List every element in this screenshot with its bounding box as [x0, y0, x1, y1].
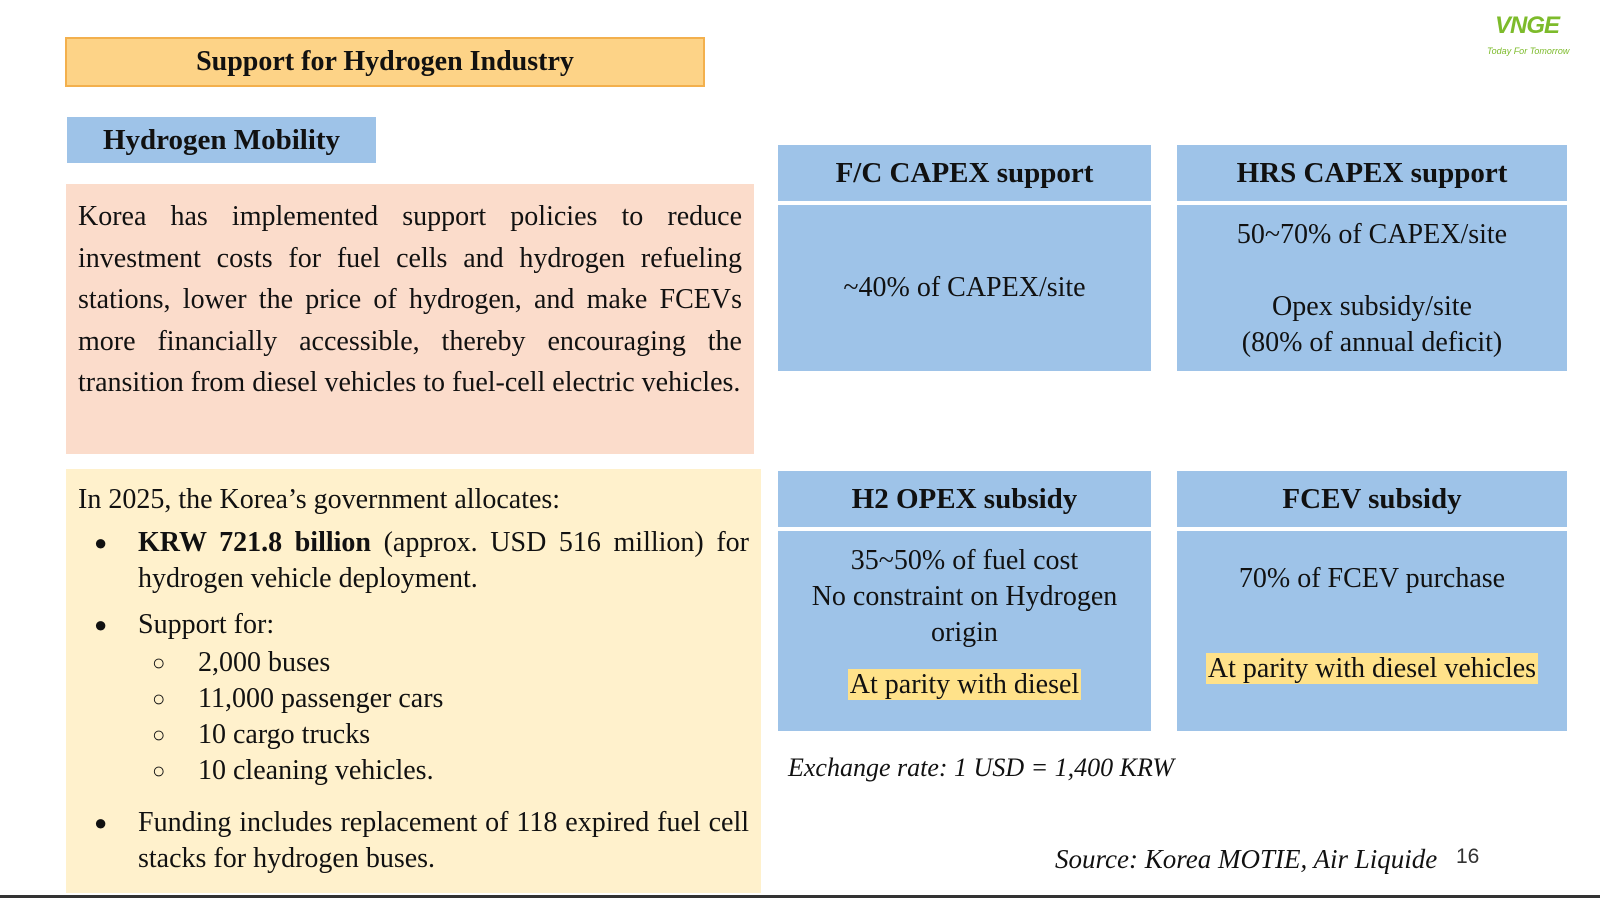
bottom-divider	[0, 895, 1600, 898]
slide-title: Support for Hydrogen Industry	[65, 37, 705, 87]
logo-wordmark: VNGE	[1495, 12, 1560, 39]
circle-bullet-icon: ○	[152, 650, 166, 675]
bullet-budget	[78, 525, 749, 597]
fcev-value: 70% of FCEV purchase	[1238, 563, 1506, 594]
budget-detail: (approx. USD 516 million) for hydrogen vehicle deployment.	[138, 527, 749, 594]
bullet-icon: ●	[94, 612, 108, 637]
hrs-capex-value: 50~70% of CAPEX/site	[1236, 219, 1508, 250]
sub-item-text: 10 cargo trucks	[198, 719, 371, 750]
allocation-box	[66, 469, 761, 893]
bullet-icon: ●	[94, 530, 108, 555]
fcev-parity-highlight: At parity with diesel vehicles	[1207, 653, 1537, 684]
h2-opex-header: H2 OPEX subsidy	[778, 471, 1151, 527]
sub-item-text: 11,000 passenger cars	[198, 683, 444, 714]
allocation-lead: In 2025, the Korea’s government allocates:	[78, 484, 561, 515]
list-item	[78, 645, 749, 681]
fc-capex-value: ~40% of CAPEX/site	[843, 272, 1086, 303]
sub-item-text: 2,000 buses	[198, 647, 331, 678]
logo-tagline: Today For Tomorrow	[1487, 46, 1570, 56]
list-item	[78, 681, 749, 717]
h2-parity-highlight: At parity with diesel	[849, 669, 1080, 700]
bullet-icon: ●	[94, 810, 108, 835]
hrs-opex-detail: (80% of annual deficit)	[1241, 327, 1503, 358]
funding-text: Funding includes replacement of 118 expired fuel cell stacks for hydrogen buses.	[138, 807, 749, 874]
circle-bullet-icon: ○	[152, 686, 166, 711]
fc-capex-header: F/C CAPEX support	[778, 145, 1151, 201]
page-number: 16	[1456, 845, 1480, 868]
bullet-funding	[78, 805, 749, 877]
hrs-opex-subsidy: Opex subsidy/site	[1272, 291, 1472, 322]
budget-amount: KRW 721.8 billion	[138, 527, 371, 558]
fcev-header: FCEV subsidy	[1177, 471, 1567, 527]
company-logo	[1483, 8, 1598, 60]
support-sublist	[78, 645, 749, 789]
h2-opex-body	[778, 531, 1151, 731]
list-item	[78, 753, 749, 789]
circle-bullet-icon: ○	[152, 758, 166, 783]
h2-origin-note: No constraint on Hydrogen origin	[811, 581, 1118, 648]
support-label: Support for:	[138, 609, 275, 640]
hrs-capex-header: HRS CAPEX support	[1177, 145, 1567, 201]
bullet-support	[78, 607, 749, 643]
list-item	[78, 717, 749, 753]
source-citation: Source: Korea MOTIE, Air Liquide	[1055, 844, 1438, 874]
hrs-capex-body	[1177, 205, 1567, 371]
sub-item-text: 10 cleaning vehicles.	[198, 755, 434, 786]
section-heading: Hydrogen Mobility	[67, 117, 376, 163]
h2-opex-value: 35~50% of fuel cost	[850, 545, 1079, 576]
intro-paragraph	[66, 184, 754, 454]
fcev-body	[1177, 531, 1567, 731]
circle-bullet-icon: ○	[152, 722, 166, 747]
intro-text: Korea has implemented support policies to reduce investment costs for fuel cells and hydrogen refueling stations, lower the price of hydrogen, and make FCEVs more financially accessible, thereby encouraging the transition from diesel vehicles to fuel-cell electric vehicles.	[78, 201, 742, 398]
fc-capex-body	[778, 205, 1151, 371]
exchange-rate-note: Exchange rate: 1 USD = 1,400 KRW	[788, 753, 1175, 782]
